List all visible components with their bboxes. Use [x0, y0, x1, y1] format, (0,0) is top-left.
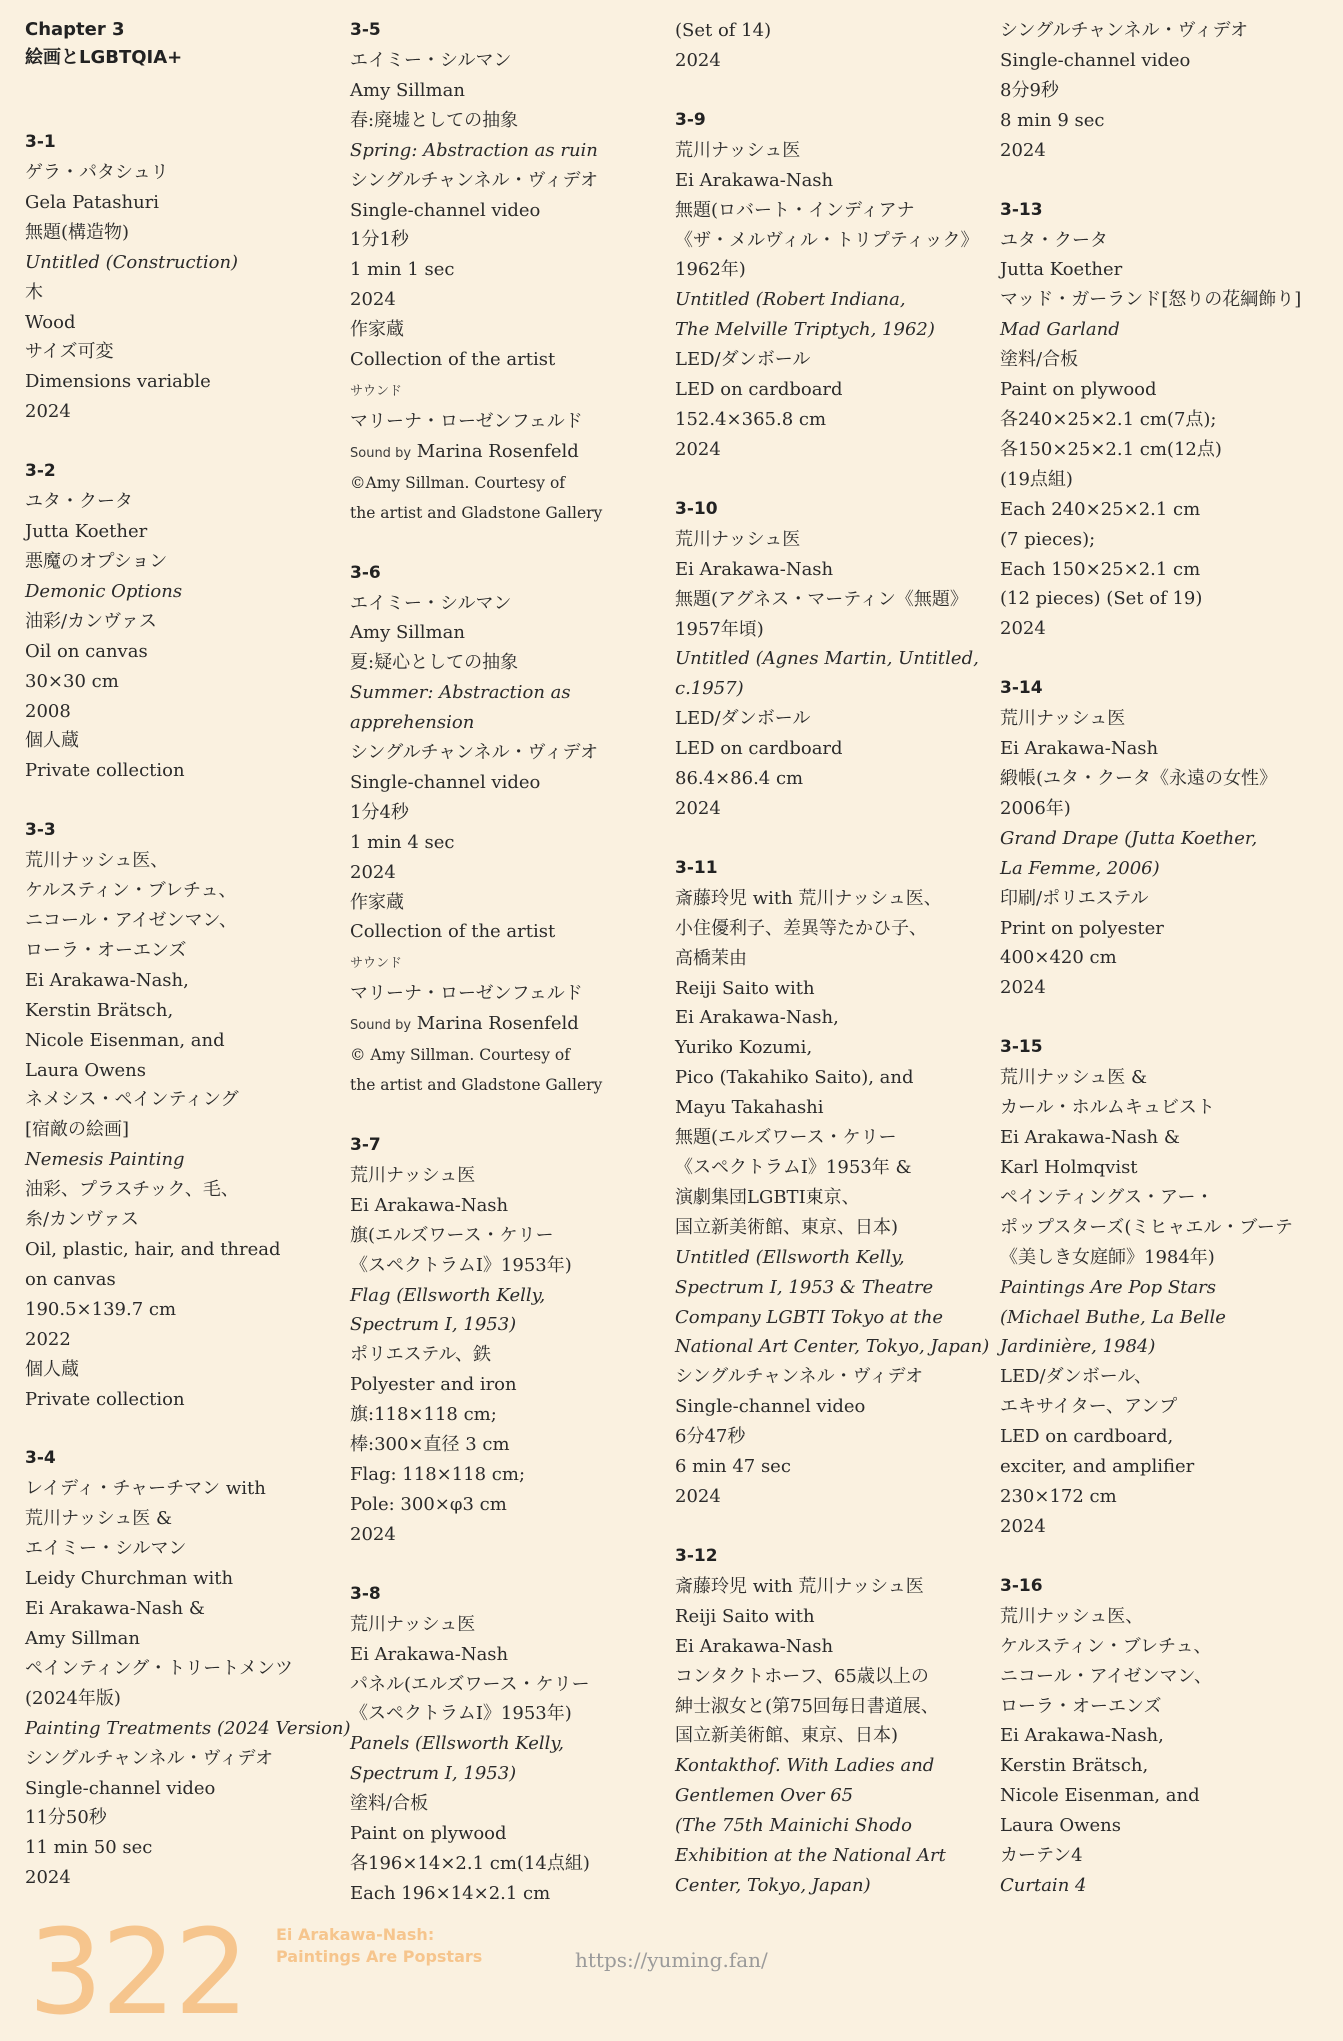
entry-line: ポップスターズ(ミヒャエル・ブーテ: [1000, 1216, 1293, 1238]
entry-line: Nicole Eisenman, and: [25, 1029, 225, 1051]
entry-line: Panels (Ellsworth Kelly,: [350, 1733, 564, 1755]
column-4: [1000, 16, 1310, 1931]
column-2: [350, 16, 660, 1939]
entry-line: 無題(エルズワース・ケリー: [675, 1127, 897, 1149]
entry-number: 3-15: [1000, 1037, 1043, 1058]
catalog-entry: [675, 16, 985, 76]
entry-line: Print on polyester: [1000, 917, 1164, 939]
entry-line: Untitled (Robert Indiana,: [675, 289, 906, 311]
entry-line: 《スペクトラムI》1953年 &: [675, 1157, 912, 1178]
entry-line: Ei Arakawa-Nash: [675, 1635, 834, 1657]
entry-line: [350, 947, 660, 979]
entry-line: 2024: [25, 401, 71, 423]
entry-line: Collection of the artist: [350, 921, 556, 943]
entry-number: 3-14: [1000, 678, 1043, 699]
catalog-entry: [675, 495, 985, 824]
entry-line: Exhibition at the National Art: [675, 1845, 946, 1867]
catalog-entry: [1000, 674, 1310, 1003]
entry-line: ©Amy Sillman. Courtesy of: [350, 473, 566, 492]
entry-line: LED on cardboard,: [1000, 1426, 1174, 1448]
entry-line: 印刷/ポリエステル: [1000, 887, 1149, 909]
catalog-entry: [350, 16, 660, 529]
entry-line: (12 pieces) (Set of 19): [1000, 588, 1203, 610]
entry-line: Nemesis Painting: [25, 1149, 185, 1171]
entry-line: Ei Arakawa-Nash &: [25, 1598, 205, 1620]
entry-line: Polyester and iron: [350, 1374, 517, 1396]
entry-line: National Art Center, Tokyo, Japan): [675, 1336, 990, 1358]
entry-line: 荒川ナッシュ医: [675, 528, 801, 550]
entry-line: 荒川ナッシュ医: [1000, 708, 1126, 730]
sound-label: サウンド: [350, 956, 403, 972]
entry-line: Ei Arakawa-Nash,: [675, 1007, 839, 1029]
entry-line: 2008: [25, 700, 71, 722]
sound-label: サウンド: [350, 383, 403, 399]
entry-line: 86.4×86.4 cm: [675, 768, 804, 790]
entry-line: Demonic Options: [25, 580, 183, 602]
entry-line: ネメシス・ペインティング: [25, 1089, 239, 1111]
column-1: [25, 128, 351, 1923]
entry-line: マッド・ガーランド[怒りの花綱飾り]: [1000, 289, 1302, 311]
entry-line: 《美しき女庭師》1984年): [1000, 1246, 1215, 1268]
entry-line: Mayu Takahashi: [675, 1097, 824, 1119]
entry-line: (7 pieces);: [1000, 528, 1096, 550]
entry-line: 高橋茉由: [675, 947, 747, 969]
entry-line: 2024: [1000, 618, 1046, 640]
entry-line: 無題(構造物): [25, 221, 130, 243]
entry-line: 油彩/カンヴァス: [25, 610, 157, 632]
entry-line: (Michael Buthe, La Belle: [1000, 1306, 1226, 1328]
catalog-entry: [25, 1444, 351, 1893]
entry-line: c.1957): [675, 678, 744, 700]
entry-line: カール・ホルムキュビスト: [1000, 1097, 1215, 1119]
entry-line: 塗料/合板: [1000, 349, 1079, 371]
entry-line: Ei Arakawa-Nash &: [1000, 1127, 1180, 1149]
entry-line: ペインティング・トリートメンツ: [25, 1657, 294, 1679]
entry-line: 2024: [25, 1867, 71, 1889]
entry-line: 2024: [1000, 139, 1046, 161]
entry-line: 演劇集団LGBTI東京、: [675, 1186, 860, 1208]
entry-line: (2024年版): [25, 1687, 121, 1709]
catalog-entry: [1000, 16, 1310, 166]
entry-line: 各150×25×2.1 cm(12点): [1000, 438, 1222, 460]
entry-number: 3-10: [675, 498, 718, 519]
catalog-entry: [675, 106, 985, 465]
entry-number: 3-1: [25, 132, 56, 152]
entry-line: 各240×25×2.1 cm(7点);: [1000, 408, 1217, 430]
sound-by-label: Sound by: [350, 445, 412, 461]
entry-line: the artist and Gladstone Gallery: [350, 1076, 603, 1094]
catalog-entry: [25, 457, 335, 786]
entry-line: 2024: [1000, 1515, 1046, 1537]
entry-line: Nicole Eisenman, and: [1000, 1785, 1200, 1807]
entry-line: Ei Arakawa-Nash: [675, 169, 834, 191]
entry-number: 3-9: [675, 109, 706, 130]
entry-line: サイズ可変: [25, 341, 114, 363]
entry-line: Oil, plastic, hair, and thread: [25, 1239, 281, 1260]
entry-line: Single-channel video: [350, 771, 541, 793]
entry-line: 荒川ナッシュ医、: [25, 850, 169, 872]
entry-line: Ei Arakawa-Nash: [675, 558, 834, 580]
entry-line: Single-channel video: [1000, 49, 1191, 71]
entry-line: (Set of 14): [675, 20, 772, 41]
entry-line: ユタ・クータ: [1000, 229, 1108, 251]
catalog-entry: [675, 1542, 985, 1901]
entry-number: 3-8: [350, 1583, 381, 1604]
sound-artist: Marina Rosenfeld: [411, 1013, 579, 1035]
entry-line: Ei Arakawa-Nash,: [1000, 1725, 1164, 1747]
entry-line: 無題(ロバート・インディアナ: [675, 199, 915, 221]
entry-line: Karl Holmqvist: [1000, 1157, 1138, 1178]
entry-line: 2024: [350, 861, 396, 883]
entry-line: 荒川ナッシュ医 &: [25, 1508, 173, 1530]
catalog-entry: [350, 1131, 660, 1550]
entry-line: 1 min 1 sec: [350, 259, 455, 281]
entry-line: Dimensions variable: [25, 371, 211, 393]
entry-number: 3-11: [675, 857, 718, 878]
entry-line: Untitled (Agnes Martin, Untitled,: [675, 648, 979, 670]
book-title-line-1: Ei Arakawa-Nash:: [276, 1925, 435, 1944]
entry-number: 3-13: [1000, 199, 1043, 220]
entry-number: 3-6: [350, 562, 381, 583]
entry-line: Company LGBTI Tokyo at the: [675, 1306, 944, 1328]
entry-line: Each 150×25×2.1 cm: [1000, 558, 1201, 580]
entry-line: La Femme, 2006): [1000, 857, 1160, 879]
entry-line: Jardinière, 1984): [1000, 1336, 1156, 1358]
entry-line: 作家蔵: [350, 891, 404, 913]
entry-line: Center, Tokyo, Japan): [675, 1874, 871, 1896]
entry-line: ケルスティン・ブレチュ、: [1000, 1635, 1212, 1657]
sound-artist: Marina Rosenfeld: [411, 440, 579, 462]
entry-line: マリーナ・ローゼンフェルド: [350, 983, 583, 1005]
entry-line: Curtain 4: [1000, 1874, 1087, 1896]
entry-line: Reiji Saito with: [675, 977, 815, 999]
entry-line: 個人蔵: [25, 730, 79, 752]
entry-line: Kerstin Brätsch,: [1000, 1755, 1149, 1777]
entry-line: Untitled (Construction): [25, 251, 239, 273]
entry-line: 1957年頃): [675, 618, 764, 640]
entry-line: 斎藤玲児 with 荒川ナッシュ医: [675, 1575, 924, 1597]
entry-line: 2024: [350, 1523, 396, 1545]
entry-line: エイミー・シルマン: [350, 592, 512, 614]
entry-number: 3-12: [675, 1545, 718, 1566]
entry-line: シングルチャンネル・ヴィデオ: [25, 1747, 274, 1769]
entry-number: 3-4: [25, 1448, 56, 1469]
column-3: [675, 16, 990, 1931]
entry-line: [350, 1009, 660, 1041]
entry-line: 30×30 cm: [25, 670, 119, 692]
entry-line: 国立新美術館、東京、日本): [675, 1216, 899, 1238]
page-number: 322: [28, 1903, 248, 2041]
entry-line: 悪魔のオプション: [25, 550, 168, 572]
entry-line: 斎藤玲児 with 荒川ナッシュ医、: [675, 887, 942, 909]
entry-line: The Melville Triptych, 1962): [675, 319, 935, 341]
chapter-label: Chapter 3: [25, 19, 125, 40]
entry-line: 《スペクトラムI》1953年): [350, 1703, 572, 1725]
catalog-entry: [1000, 196, 1310, 645]
entry-line: Leidy Churchman with: [25, 1568, 234, 1590]
entry-line: Spectrum I, 1953): [350, 1763, 517, 1785]
entry-number: 3-3: [25, 820, 56, 841]
entry-number: 3-7: [350, 1134, 381, 1155]
entry-line: (The 75th Mainichi Shodo: [675, 1815, 912, 1837]
entry-line: Kerstin Brätsch,: [25, 999, 174, 1021]
entry-line: LED on cardboard: [675, 379, 843, 401]
watermark-url: https://yuming.fan/: [575, 1948, 768, 1972]
entry-line: ペインティングス・アー・: [1000, 1186, 1214, 1208]
entry-number: 3-2: [25, 461, 56, 482]
entry-line: 春:廃墟としての抽象: [350, 109, 519, 131]
entry-line: Paint on plywood: [350, 1823, 507, 1845]
entry-line: Spectrum I, 1953 & Theatre: [675, 1276, 934, 1298]
entry-line: 8 min 9 sec: [1000, 109, 1105, 131]
entry-line: 旗(エルズワース・ケリー: [350, 1224, 554, 1246]
entry-line: 1分4秒: [350, 801, 409, 823]
entry-line: 緞帳(ユタ・クータ《永遠の女性》: [1000, 768, 1278, 790]
entry-line: Reiji Saito with: [675, 1605, 815, 1627]
entry-line: 無題(アグネス・マーティン《無題》: [675, 588, 968, 610]
entry-line: Summer: Abstraction as: [350, 682, 571, 704]
entry-line: パネル(エルズワース・ケリー: [350, 1673, 590, 1695]
entry-line: [宿敵の絵画]: [25, 1119, 130, 1141]
entry-line: シングルチャンネル・ヴィデオ: [1000, 20, 1249, 41]
entry-line: 荒川ナッシュ医: [350, 1164, 476, 1186]
entry-line: ポリエステル、鉄: [350, 1344, 491, 1366]
entry-line: 荒川ナッシュ医、: [1000, 1605, 1144, 1627]
entry-line: ローラ・オーエンズ: [1000, 1695, 1162, 1717]
entry-line: Ei Arakawa-Nash: [350, 1194, 509, 1216]
entry-line: Untitled (Ellsworth Kelly,: [675, 1246, 905, 1268]
entry-line: 個人蔵: [25, 1358, 79, 1380]
entry-line: apprehension: [350, 712, 475, 734]
entry-line: Gela Patashuri: [25, 191, 160, 213]
entry-line: 夏:疑心としての抽象: [350, 652, 519, 674]
entry-line: Spring: Abstraction as ruin: [350, 139, 598, 161]
catalog-entry: [350, 1580, 660, 1909]
entry-line: Collection of the artist: [350, 349, 556, 371]
catalog-entry: [675, 854, 990, 1512]
entry-line: 荒川ナッシュ医: [675, 139, 801, 161]
entry-line: Painting Treatments (2024 Version): [25, 1717, 351, 1739]
entry-line: Laura Owens: [25, 1059, 146, 1081]
entry-line: 油彩、プラスチック、毛、: [25, 1179, 239, 1201]
chapter-header: [25, 16, 182, 72]
catalog-entry: [350, 559, 660, 1101]
book-title: [276, 1924, 482, 1968]
entry-line: exciter, and amplifier: [1000, 1456, 1195, 1478]
entry-line: 2024: [675, 438, 721, 460]
entry-line: シングルチャンネル・ヴィデオ: [350, 169, 599, 191]
catalog-entry: [1000, 1033, 1310, 1542]
entry-line: 6分47秒: [675, 1426, 746, 1448]
entry-line: Single-channel video: [350, 199, 541, 221]
entry-line: Pole: 300×φ3 cm: [350, 1493, 507, 1515]
entry-line: ニコール・アイゼンマン、: [1000, 1665, 1213, 1687]
catalog-entry: [25, 128, 335, 427]
book-title-line-2: Paintings Are Popstars: [276, 1947, 483, 1966]
entry-line: エイミー・シルマン: [25, 1538, 187, 1560]
entry-line: LED/ダンボール: [675, 708, 811, 730]
entry-number: 3-5: [350, 20, 381, 40]
entry-line: 作家蔵: [350, 319, 404, 341]
entry-line: 190.5×139.7 cm: [25, 1298, 177, 1320]
entry-line: 230×172 cm: [1000, 1485, 1117, 1507]
entry-line: 荒川ナッシュ医: [350, 1613, 476, 1635]
entry-line: Flag (Ellsworth Kelly,: [350, 1284, 546, 1306]
entry-line: Each 240×25×2.1 cm: [1000, 498, 1201, 520]
entry-line: Each 196×14×2.1 cm: [350, 1882, 551, 1904]
entry-line: Jutta Koether: [1000, 259, 1123, 281]
entry-line: Amy Sillman: [350, 622, 465, 644]
entry-line: Yuriko Kozumi,: [675, 1037, 813, 1059]
entry-line: エイミー・シルマン: [350, 50, 512, 71]
entry-line: [350, 375, 660, 407]
entry-line: Single-channel video: [25, 1777, 216, 1799]
entry-line: ニコール・アイゼンマン、: [25, 910, 238, 932]
entry-line: マリーナ・ローゼンフェルド: [350, 410, 583, 432]
entry-line: ケルスティン・ブレチュ、: [25, 880, 237, 902]
entry-line: 2006年): [1000, 797, 1071, 819]
entry-line: Laura Owens: [1000, 1815, 1121, 1837]
entry-line: 152.4×365.8 cm: [675, 408, 827, 430]
entry-line: © Amy Sillman. Courtesy of: [350, 1046, 570, 1065]
entry-line: 紳士淑女と(第75回毎日書道展、: [675, 1695, 939, 1717]
entry-line: LED/ダンボール、: [1000, 1366, 1152, 1388]
entry-line: 国立新美術館、東京、日本): [675, 1725, 899, 1747]
entry-line: シングルチャンネル・ヴィデオ: [675, 1366, 924, 1388]
entry-line: 8分9秒: [1000, 79, 1059, 101]
entry-line: 6 min 47 sec: [675, 1456, 791, 1478]
entry-line: コンタクトホーフ、65歳以上の: [675, 1665, 929, 1687]
catalog-entry: [1000, 1572, 1310, 1901]
entry-line: Paint on plywood: [1000, 379, 1157, 401]
entry-line: Pico (Takahiko Saito), and: [675, 1067, 914, 1089]
entry-line: LED on cardboard: [675, 738, 843, 760]
entry-line: Oil on canvas: [25, 640, 148, 662]
entry-line: 2024: [675, 797, 721, 819]
entry-line: on canvas: [25, 1268, 116, 1290]
entry-line: Paintings Are Pop Stars: [1000, 1276, 1217, 1298]
entry-line: Private collection: [25, 1388, 185, 1410]
entry-line: (19点組): [1000, 468, 1073, 490]
entry-line: Ei Arakawa-Nash,: [25, 969, 189, 991]
entry-line: 2024: [1000, 977, 1046, 999]
entry-line: Ei Arakawa-Nash: [1000, 738, 1159, 760]
entry-line: Ei Arakawa-Nash: [350, 1643, 509, 1665]
entry-line: 糸/カンヴァス: [25, 1209, 139, 1231]
entry-line: Grand Drape (Jutta Koether,: [1000, 827, 1258, 849]
entry-line: 2024: [675, 1485, 721, 1507]
entry-line: シングルチャンネル・ヴィデオ: [350, 742, 599, 764]
entry-line: 2024: [350, 289, 396, 311]
entry-line: Gentlemen Over 65: [675, 1785, 854, 1807]
entry-line: Amy Sillman: [25, 1627, 140, 1649]
entry-line: ユタ・クータ: [25, 491, 133, 513]
entry-line: 小住優利子、差異等たかひ子、: [675, 917, 927, 939]
entry-line: LED/ダンボール: [675, 349, 811, 371]
entry-line: 1 min 4 sec: [350, 831, 455, 853]
entry-line: Mad Garland: [1000, 319, 1120, 341]
entry-line: 11分50秒: [25, 1807, 107, 1829]
entry-line: Wood: [25, 311, 76, 333]
entry-line: 2022: [25, 1328, 71, 1350]
chapter-title: 絵画とLGBTQIA+: [25, 47, 183, 68]
entry-line: Flag: 118×118 cm;: [350, 1463, 526, 1485]
entry-line: 400×420 cm: [1000, 947, 1117, 969]
entry-line: 各196×14×2.1 cm(14点組): [350, 1852, 590, 1874]
entry-line: 2024: [675, 49, 721, 71]
entry-line: [350, 437, 660, 469]
sound-by-label: Sound by: [350, 1018, 412, 1034]
entry-line: 塗料/合板: [350, 1793, 429, 1815]
entry-line: エキサイター、アンプ: [1000, 1396, 1178, 1418]
entry-line: Kontakthof. With Ladies and: [675, 1755, 935, 1777]
entry-line: Single-channel video: [675, 1396, 866, 1418]
entry-line: Private collection: [25, 760, 185, 782]
entry-line: 旗:118×118 cm;: [350, 1404, 497, 1426]
entry-line: 《ザ・メルヴィル・トリプティック》: [675, 229, 979, 251]
entry-line: 11 min 50 sec: [25, 1837, 153, 1859]
entry-line: Jutta Koether: [25, 521, 148, 543]
entry-line: 《スペクトラムI》1953年): [350, 1254, 572, 1276]
entry-line: 木: [25, 281, 43, 303]
entry-line: 1分1秒: [350, 229, 409, 251]
entry-line: レイディ・チャーチマン with: [25, 1478, 266, 1500]
entry-line: ローラ・オーエンズ: [25, 939, 187, 961]
entry-line: the artist and Gladstone Gallery: [350, 503, 603, 522]
entry-line: カーテン4: [1000, 1845, 1083, 1867]
entry-line: 棒:300×直径 3 cm: [350, 1434, 510, 1456]
entry-line: 荒川ナッシュ医 &: [1000, 1067, 1148, 1089]
entry-line: 1962年): [675, 259, 746, 281]
entry-line: Amy Sillman: [350, 79, 465, 101]
entry-line: ゲラ・パタシュリ: [25, 162, 169, 183]
catalog-entry: [25, 816, 335, 1414]
entry-line: Spectrum I, 1953): [350, 1314, 517, 1336]
entry-number: 3-16: [1000, 1575, 1043, 1596]
